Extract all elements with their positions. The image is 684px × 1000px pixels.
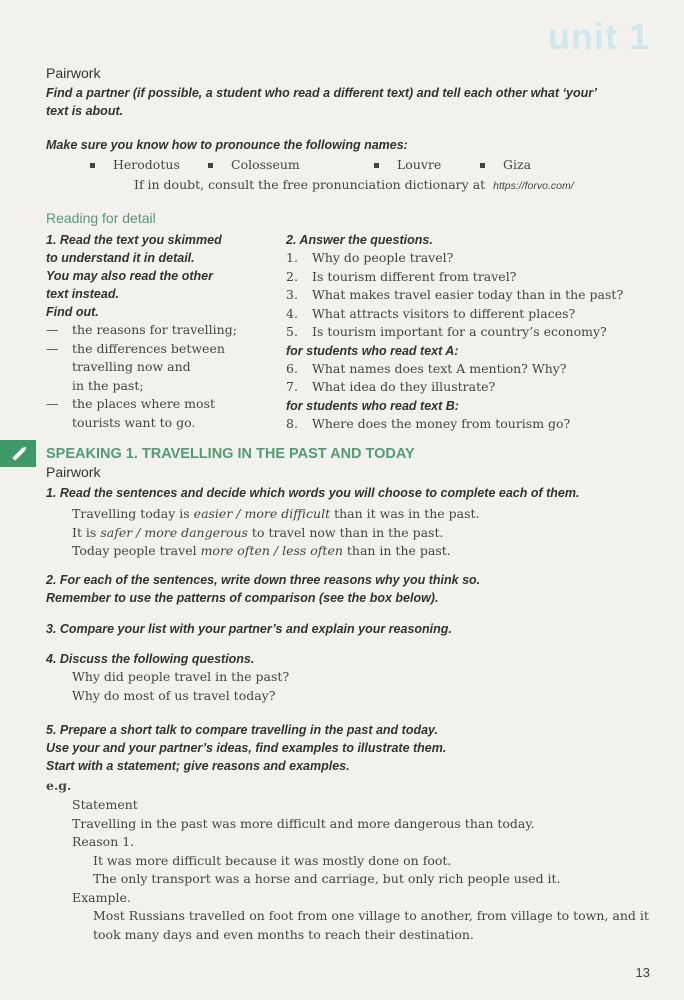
sentence-line: Today people travel more often / less often than in the past. bbox=[72, 543, 451, 558]
bullet-icon bbox=[90, 163, 95, 168]
speaking-task4: 4. Discuss the following questions. bbox=[46, 652, 255, 666]
example-block bbox=[72, 796, 672, 944]
eg-label: e.g. bbox=[46, 778, 72, 793]
reading-left-column bbox=[46, 231, 276, 432]
text-b-label: for students who read text B: bbox=[286, 398, 459, 413]
find-out-item: — the differences between travelling now and in the past; bbox=[46, 340, 225, 393]
example-line: took many days and even months to reach their destination. bbox=[93, 926, 474, 942]
question-item: 2. Is tourism different from travel? bbox=[286, 268, 517, 284]
dash-icon: — bbox=[46, 396, 59, 411]
dash-icon: — bbox=[46, 340, 59, 356]
name-item: Colosseum bbox=[208, 156, 300, 175]
task4-question: Why do most of us travel today? bbox=[72, 687, 276, 703]
pairwork-instruction-line1: Find a partner (if possible, a student who read a different text) and tell each other what ‘your’ bbox=[46, 86, 598, 100]
pairwork-instruction-line2: text is about. bbox=[46, 104, 124, 118]
left-line3: You may also read the other bbox=[46, 269, 213, 283]
question-item: 8. Where does the money from tourism go? bbox=[286, 415, 571, 431]
bullet-icon bbox=[480, 163, 485, 168]
statement-label: Statement bbox=[72, 797, 138, 812]
name-item: Herodotus bbox=[90, 156, 180, 175]
page-number: 13 bbox=[635, 965, 650, 980]
find-out-item: — the reasons for travelling; bbox=[46, 321, 276, 340]
text-a-label: for students who read text A: bbox=[286, 343, 459, 358]
forvo-link[interactable]: https://forvo.com/ bbox=[493, 180, 574, 192]
doubt-text: If in doubt, consult the free pronunciation dictionary at bbox=[134, 177, 486, 192]
question-item: 4. What attracts visitors to different places? bbox=[286, 305, 576, 321]
left-line4: text instead. bbox=[46, 287, 119, 301]
question-item: 3. What makes travel easier today than in the past? bbox=[286, 287, 624, 302]
bullet-icon bbox=[208, 163, 213, 168]
question-item: 7. What idea do they illustrate? bbox=[286, 379, 496, 394]
sentences-block bbox=[72, 505, 652, 561]
names-list bbox=[90, 156, 610, 176]
question-item: 5. Is tourism important for a country’s economy? bbox=[286, 324, 607, 339]
speaking-task5: 5. Prepare a short talk to compare travelling in the past and today. Use your and your partner’s ideas, find examples to illustrate them. Start with a statement; give reasons and examples. bbox=[46, 723, 447, 773]
name-item: Louvre bbox=[374, 156, 441, 175]
speaking-heading: SPEAKING 1. TRAVELLING IN THE PAST AND TODAY bbox=[46, 446, 415, 462]
speaking-task2: 2. For each of the sentences, write down three reasons why you think so. Remember to use the patterns of comparison (see the box below). bbox=[46, 573, 481, 605]
pronounce-instruction: Make sure you know how to pronounce the following names: bbox=[46, 138, 408, 152]
pairwork-label: Pairwork bbox=[46, 65, 101, 81]
bullet-icon bbox=[374, 163, 379, 168]
speaking-task3: 3. Compare your list with your partner’s and explain your reasoning. bbox=[46, 622, 452, 636]
reading-right-column bbox=[286, 231, 656, 433]
find-out-item: — the places where most tourists want to go. bbox=[46, 396, 215, 430]
left-line2: to understand it in detail. bbox=[46, 251, 195, 265]
name-item: Giza bbox=[480, 156, 531, 175]
left-line1: 1. Read the text you skimmed bbox=[46, 233, 222, 247]
reason-line: The only transport was a horse and carriage, but only rich people used it. bbox=[93, 871, 561, 886]
pronounce-doubt bbox=[134, 176, 574, 196]
reading-detail-heading: Reading for detail bbox=[46, 210, 156, 226]
pairwork-instruction bbox=[46, 84, 666, 120]
speaking-task1: 1. Read the sentences and decide which words you will choose to complete each of them. bbox=[46, 486, 580, 500]
example-label: Example. bbox=[72, 889, 131, 905]
question-item: 1. Why do people travel? bbox=[286, 250, 454, 265]
task4-question: Why did people travel in the past? bbox=[72, 669, 290, 684]
sentence-line: Travelling today is easier / more difficult than it was in the past. bbox=[72, 506, 480, 521]
statement-text: Travelling in the past was more difficult and more dangerous than today. bbox=[72, 815, 535, 831]
speaking-pencil-icon bbox=[0, 440, 36, 467]
task4-questions bbox=[72, 668, 289, 705]
dash-icon: — bbox=[46, 322, 59, 337]
question-item: 6. What names does text A mention? Why? bbox=[286, 360, 567, 376]
sentence-line: It is safer / more dangerous to travel now than in the past. bbox=[72, 524, 444, 540]
reason-line: It was more difficult because it was mostly done on foot. bbox=[93, 852, 452, 868]
find-out: Find out. bbox=[46, 305, 99, 319]
speaking-pairwork-label: Pairwork bbox=[46, 464, 101, 480]
answer-title: 2. Answer the questions. bbox=[286, 233, 433, 247]
reason-label: Reason 1. bbox=[72, 834, 135, 849]
example-line: Most Russians travelled on foot from one village to another, from village to town, and it bbox=[93, 908, 649, 923]
unit-title: unit 1 bbox=[548, 16, 650, 57]
